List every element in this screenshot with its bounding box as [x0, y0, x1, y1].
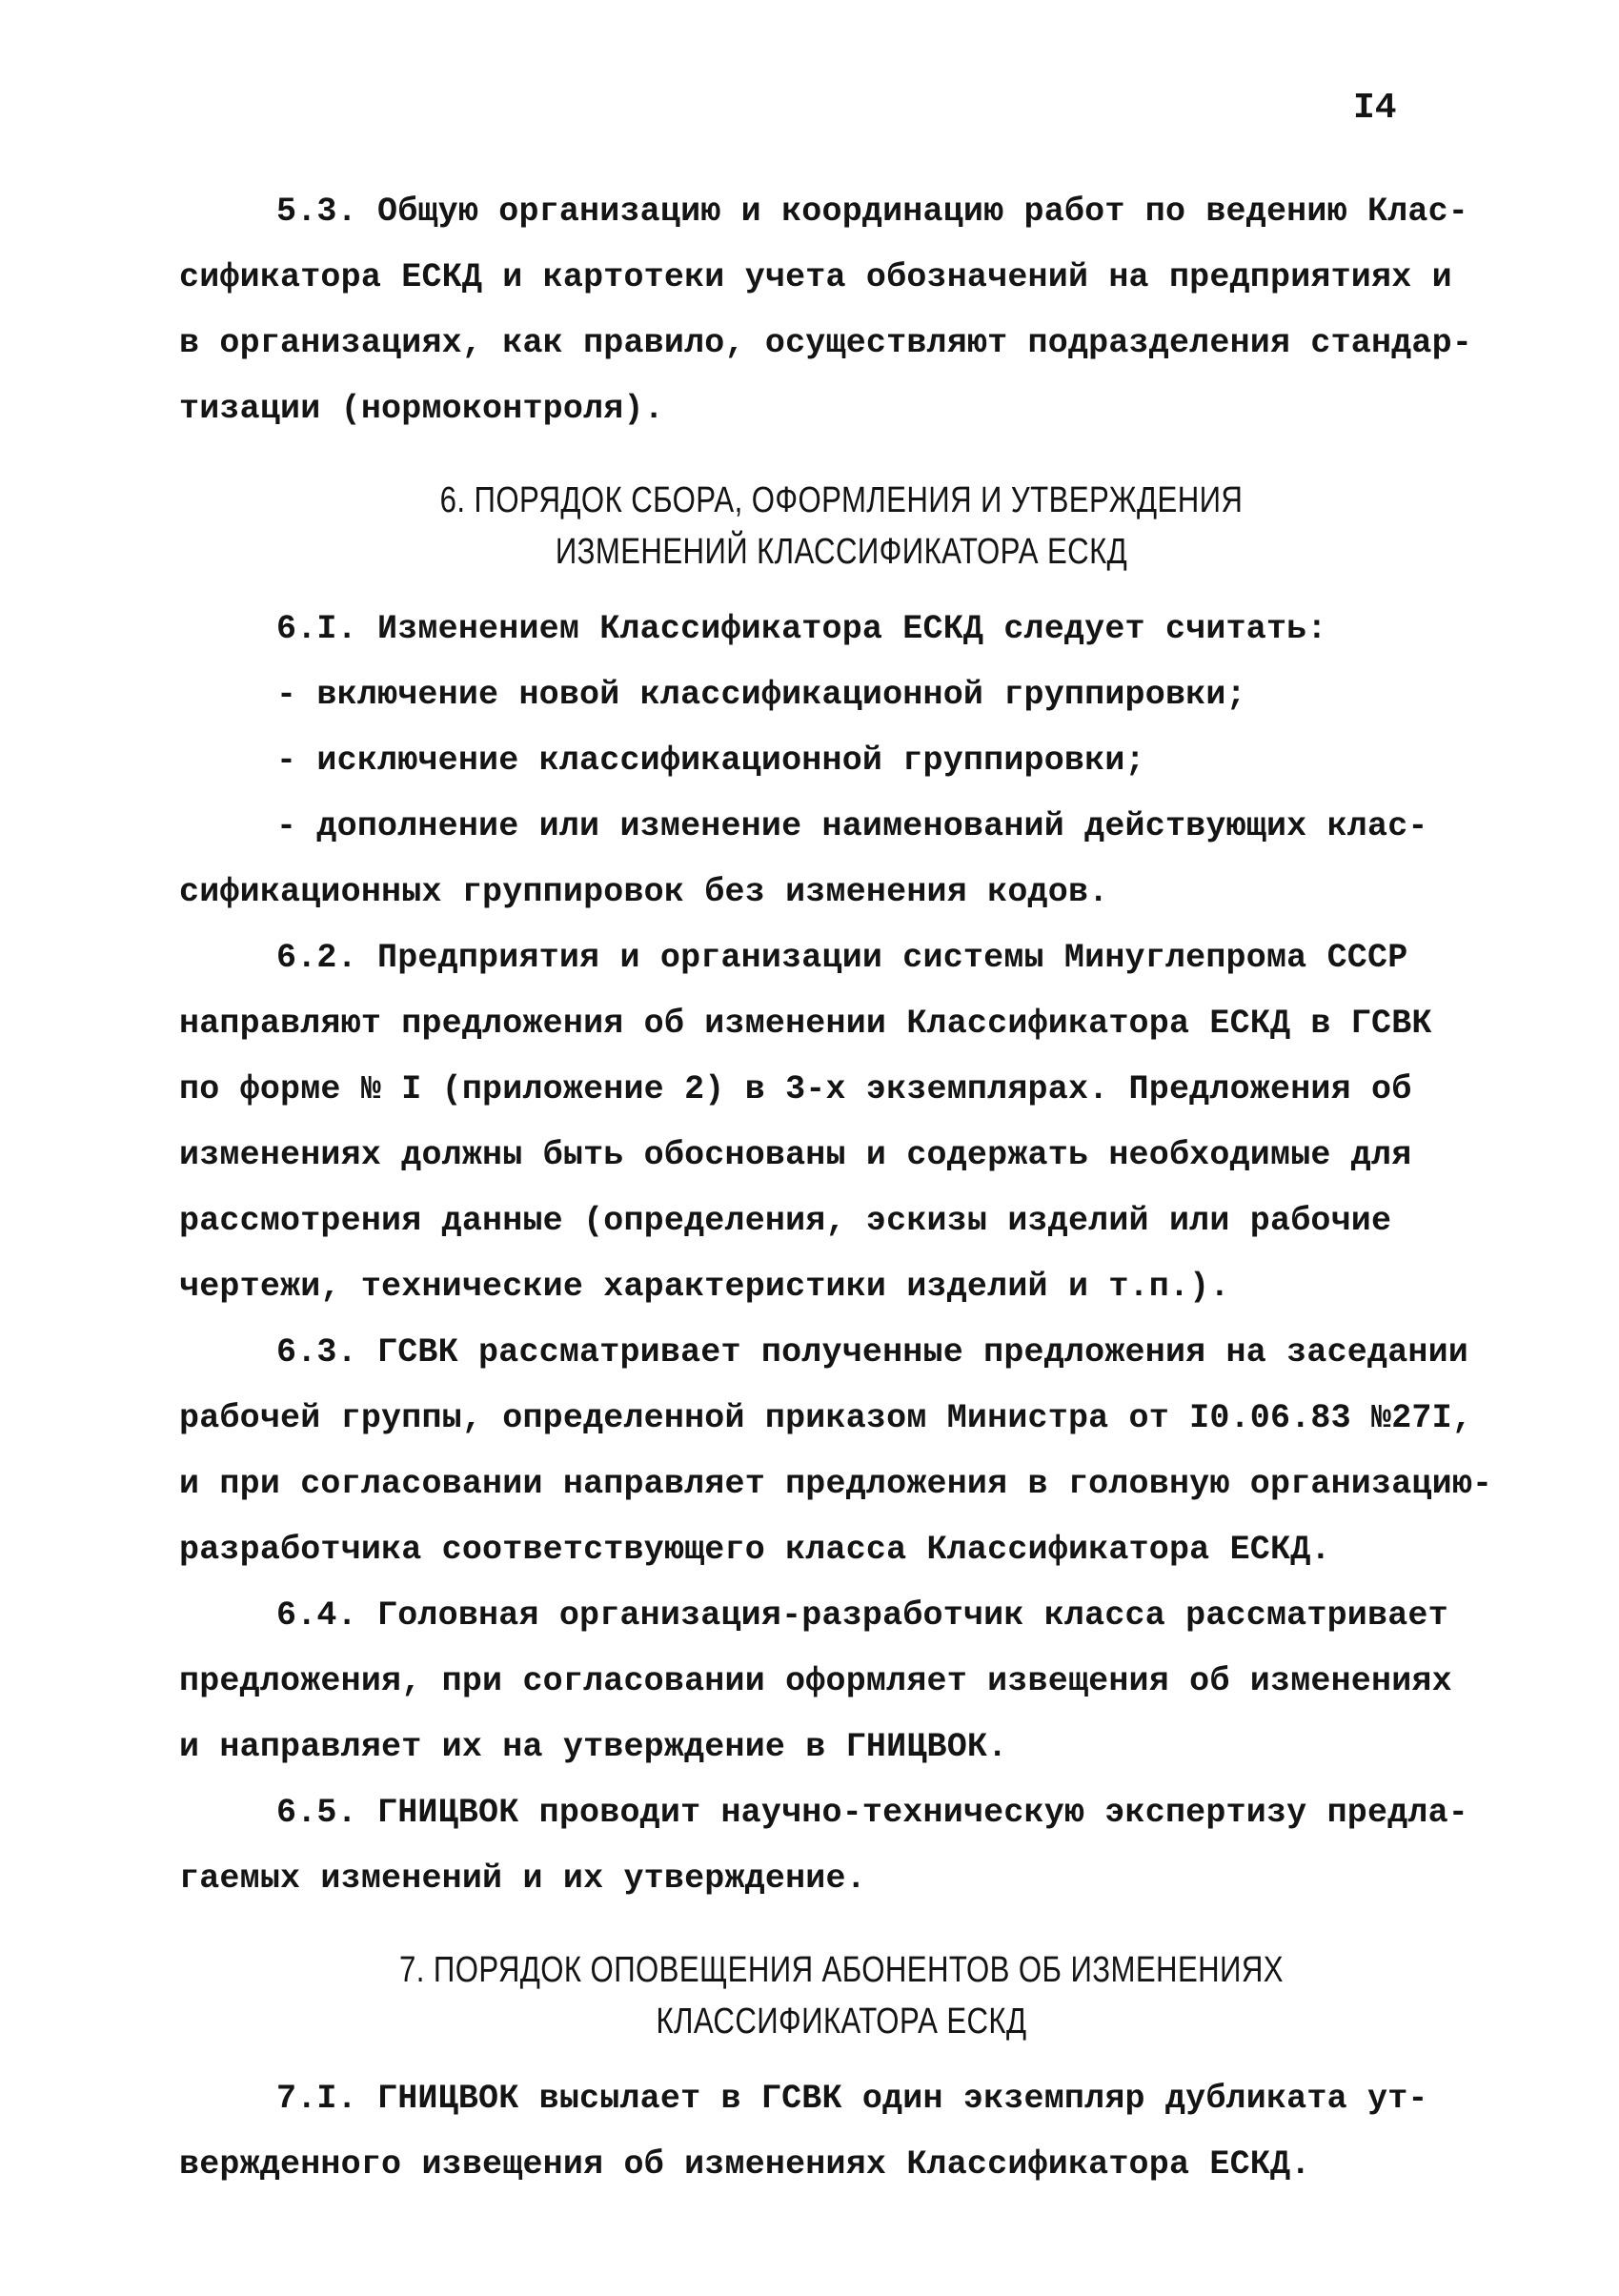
text-line: сификационных группировок без изменения кодов. — [179, 873, 1109, 911]
text-line: разработчика соответствующего класса Классификатора ЕСКД. — [179, 1531, 1331, 1569]
text-line: тизации (нормоконтроля). — [179, 390, 664, 428]
text-line: предложения, при согласовании оформляет извещения об изменениях — [179, 1662, 1452, 1700]
paragraph-6-1 — [179, 597, 1504, 925]
page-number: I4 — [1353, 88, 1397, 129]
paragraph-6-4 — [179, 1583, 1504, 1780]
text-line: 6.2. Предприятия и организации системы Минуглепрома СССР — [276, 939, 1408, 977]
text-line: в организациях, как правило, осуществляют подразделения стандар- — [179, 324, 1473, 362]
text-line: рабочей группы, определенной приказом Министра от I0.06.83 №27I, — [179, 1399, 1473, 1437]
list-item: - дополнение или изменение наименований действующих клас- — [276, 807, 1428, 845]
text-line: 7.I. ГНИЦВОК высылает в ГСВК один экземпляр дубликата ут- — [276, 2080, 1428, 2118]
paragraph-6-2 — [179, 925, 1504, 1320]
text-line: направляют предложения об изменении Классификатора ЕСКД в ГСВК — [179, 1005, 1432, 1043]
section-7-heading — [179, 1912, 1504, 2066]
text-line: 5.3. Общую организацию и координацию работ по ведению Клас- — [276, 193, 1469, 231]
text-line: по форме № I (приложение 2) в 3-х экземплярах. Предложения об — [179, 1070, 1412, 1108]
section-heading-line: ИЗМЕНЕНИЙ КЛАССИФИКАТОРА ЕСКД — [555, 532, 1128, 572]
list-item: - исключение классификационной группировки; — [276, 742, 1145, 780]
paragraph-6-3 — [179, 1320, 1504, 1583]
paragraph-5-3 — [179, 179, 1504, 442]
list-item: - включение новой классификационной группировки; — [276, 676, 1246, 714]
paragraph-6-5 — [179, 1780, 1504, 1912]
text-line: чертежи, технические характеристики изделий и т.п.). — [179, 1268, 1230, 1306]
text-line: гаемых изменений и их утверждение. — [179, 1859, 866, 1898]
section-heading-line: КЛАССИФИКАТОРА ЕСКД — [656, 2001, 1027, 2042]
document-body — [179, 179, 1504, 2198]
section-heading-line: 6. ПОРЯДОК СБОРА, ОФОРМЛЕНИЯ И УТВЕРЖДЕНИЯ — [439, 480, 1244, 520]
text-line: 6.3. ГСВК рассматривает полученные предложения на заседании — [276, 1333, 1469, 1372]
section-6-heading — [179, 442, 1504, 597]
text-line: рассмотрения данные (определения, эскизы изделий или рабочие — [179, 1202, 1392, 1240]
section-heading-line: 7. ПОРЯДОК ОПОВЕЩЕНИЯ АБОНЕНТОВ ОБ ИЗМЕНЕНИЯХ — [399, 1950, 1284, 1990]
text-line: и при согласовании направляет предложения в головную организацию- — [179, 1465, 1493, 1503]
text-line: изменениях должны быть обоснованы и содержать необходимые для — [179, 1136, 1412, 1174]
text-line: 6.I. Изменением Классификатора ЕСКД следует считать: — [276, 610, 1327, 648]
paragraph-7-1 — [179, 2066, 1504, 2198]
text-line: сификатора ЕСКД и картотеки учета обозначений на предприятиях и — [179, 258, 1452, 296]
text-line: 6.5. ГНИЦВОК проводит научно-техническую экспертизу предла- — [276, 1794, 1469, 1832]
text-line: и направляет их на утверждение в ГНИЦВОК. — [179, 1728, 1008, 1766]
text-line: 6.4. Головная организация-разработчик класса рассматривает — [276, 1596, 1448, 1635]
text-line: вержденного извещения об изменениях Классификатора ЕСКД. — [179, 2145, 1311, 2184]
